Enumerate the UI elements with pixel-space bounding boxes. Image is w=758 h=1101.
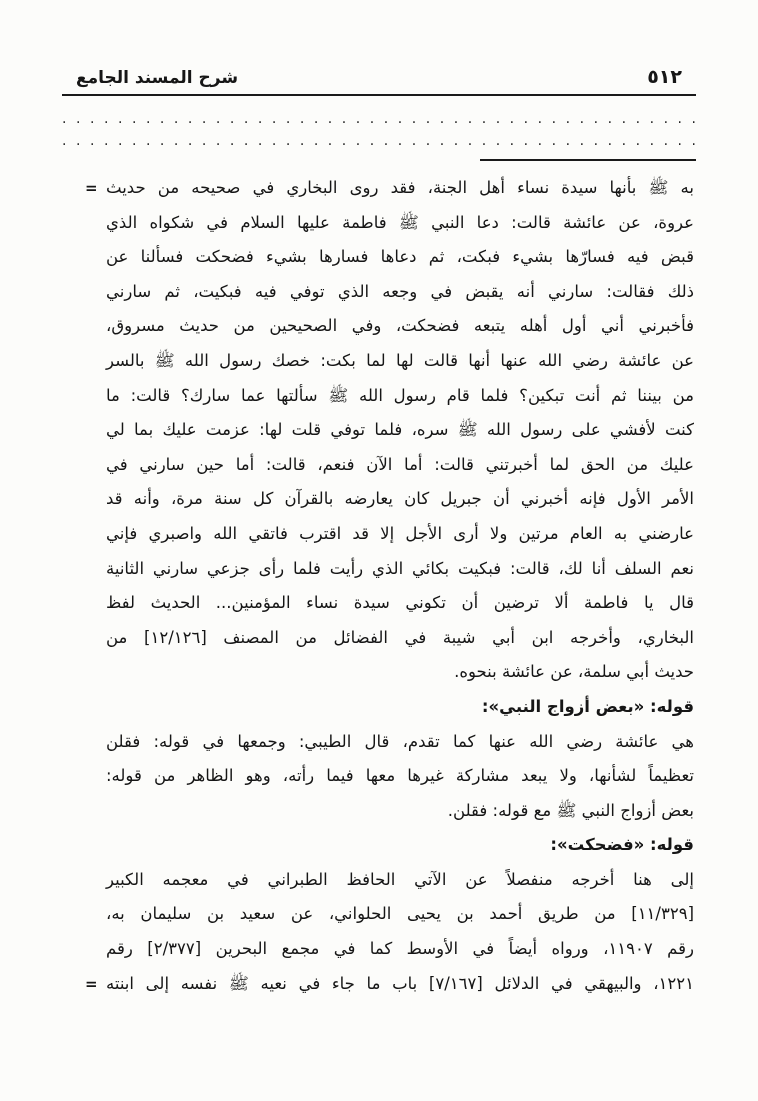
footnote-line-text: حديث أبي سلمة، عن عائشة بنحوه. <box>454 662 694 682</box>
ellipsis-row: . . . . . . . . . . . . . . . . . . . . . . . . . . . . . . . . . . . . . . . . . . . . . . <box>62 111 696 127</box>
footnote-line-text: رقم ١١٩٠٧، ورواه أيضاً في الأوسط كما في مجمع البحرين [٢/٣٧٧] رقم <box>106 939 694 959</box>
footnote-line <box>106 309 694 344</box>
header-rule <box>62 94 696 96</box>
continuation-marker: = <box>85 179 98 197</box>
footnote-line <box>106 690 694 725</box>
footnote-lines <box>85 171 694 1001</box>
footnote-line <box>106 379 694 414</box>
footnote-separator <box>480 159 696 161</box>
footnote-line-text: قوله: «فضحكت»: <box>550 835 694 855</box>
footnote-line <box>106 828 694 863</box>
footnote-line-text: [١١/٣٢٩] من طريق أحمد بن يحيى الحلواني، عن سعيد بن سليمان به، <box>106 904 694 924</box>
footnote-line-text: عروة، عن عائشة قالت: دعا النبي ﷺ فاطمة عليها السلام في شكواه الذي <box>106 212 694 232</box>
footnote-line <box>106 240 694 275</box>
footnote-line-text: فأخبرني أني أول أهله يتبعه فضحكت، وفي الصحيحين من حديث مسروق، <box>106 316 694 336</box>
footnote-line <box>106 517 694 552</box>
footnote-line <box>106 794 694 829</box>
footnote-line-text: عارضني به العام مرتين ولا أرى الأجل إلا قد اقترب فاتقي الله واصبري فإني <box>106 523 694 543</box>
footnote-line-text: قبض فيه فسارّها بشيء فبكت، ثم دعاها فسارها بشيء فضحكت فسألنا عن <box>106 247 694 267</box>
footnote-line <box>106 552 694 587</box>
footnote-line-text: البخاري، وأخرجه ابن أبي شيبة في الفضائل من المصنف [١٢/١٢٦] من <box>106 627 694 647</box>
footnote-line-text: إلى هنا أخرجه منفصلاً عن الآتي الحافظ الطبراني في معجمه الكبير <box>106 869 694 889</box>
footnote-line <box>106 932 694 967</box>
book-title: شرح المسند الجامع <box>76 68 239 88</box>
footnote-line <box>106 655 694 690</box>
footnote-line <box>106 275 694 310</box>
footnote-line <box>85 171 694 206</box>
continuation-marker: = <box>85 974 98 993</box>
footnote-line-text: قال يا فاطمة ألا ترضين أن تكوني سيدة نساء المؤمنين... الحديث لفظ <box>106 593 694 613</box>
footnote-line <box>106 863 694 898</box>
footnote-line <box>106 206 694 241</box>
ellipsis-row: . . . . . . . . . . . . . . . . . . . . . . . . . . . . . . . . . . . . . . . . . . . . . . <box>62 133 696 149</box>
footnote-line <box>106 621 694 656</box>
footnote-line <box>106 586 694 621</box>
footnote-line-text: قوله: «بعض أزواج النبي»: <box>481 696 694 716</box>
footnote-line-text: ١٢٢١، والبيهقي في الدلائل [٧/١٦٧] باب ما جاء في نعيه ﷺ نفسه إلى ابنته <box>106 973 694 993</box>
footnote-line-text: تعظيماً لشأنها، ولا يبعد مشاركة غيرها معها فيما رأته، وهو الظاهر من قوله: <box>106 766 694 786</box>
footnote-line <box>106 897 694 932</box>
footnote-line <box>106 482 694 517</box>
footnote-line-text: عن عائشة رضي الله عنها أنها قالت لها لما بكت: خصك رسول الله ﷺ بالسر <box>106 350 694 370</box>
footnote-line-text: كنت لأفشي على رسول الله ﷺ سره، فلما توفي قلت لها: عزمت عليك بما لي <box>106 420 694 440</box>
footnote-line-text: ذلك فقالت: سارني أنه يقبض في وجعه الذي توفي فيه فبكيت، ثم سارني <box>106 281 694 301</box>
footnote-line-text: بعض أزواج النبي ﷺ مع قوله: فقلن. <box>447 800 694 820</box>
page-header <box>62 54 696 88</box>
footnote-line-text: نعم السلف أنا لك، قالت: فبكيت بكائي الذي رأيت فلما رأى جزعي سارني الثانية <box>106 558 694 578</box>
footnote-line-text: عليك من الحق لما أخبرتني قالت: أما الآن فنعم، قالت: أما حين سارني في <box>106 454 694 474</box>
footnote-line <box>106 725 694 760</box>
footnote-line <box>106 344 694 379</box>
footnote-line-text: به ﷺ بأنها سيدة نساء أهل الجنة، فقد روى البخاري في صحيحه من حديث <box>106 178 694 197</box>
footnote-line <box>106 448 694 483</box>
footnote-line <box>85 967 694 1002</box>
footnote-line-text: الأمر الأول فإنه أخبرني أن جبريل كان يعارضه بالقرآن كل سنة مرة، وأنه قد <box>106 489 694 509</box>
footnote-line <box>106 759 694 794</box>
footnote-line <box>106 413 694 448</box>
page-number: ٥١٢ <box>647 66 682 88</box>
footnote-line-text: هي عائشة رضي الله عنها كما تقدم، قال الطيبي: وجمعها في قوله: فقلن <box>106 731 694 751</box>
footnote-line-text: من بيننا ثم أنت تبكين؟ فلما قام رسول الله ﷺ سألتها عما سارك؟ قالت: ما <box>106 385 694 405</box>
